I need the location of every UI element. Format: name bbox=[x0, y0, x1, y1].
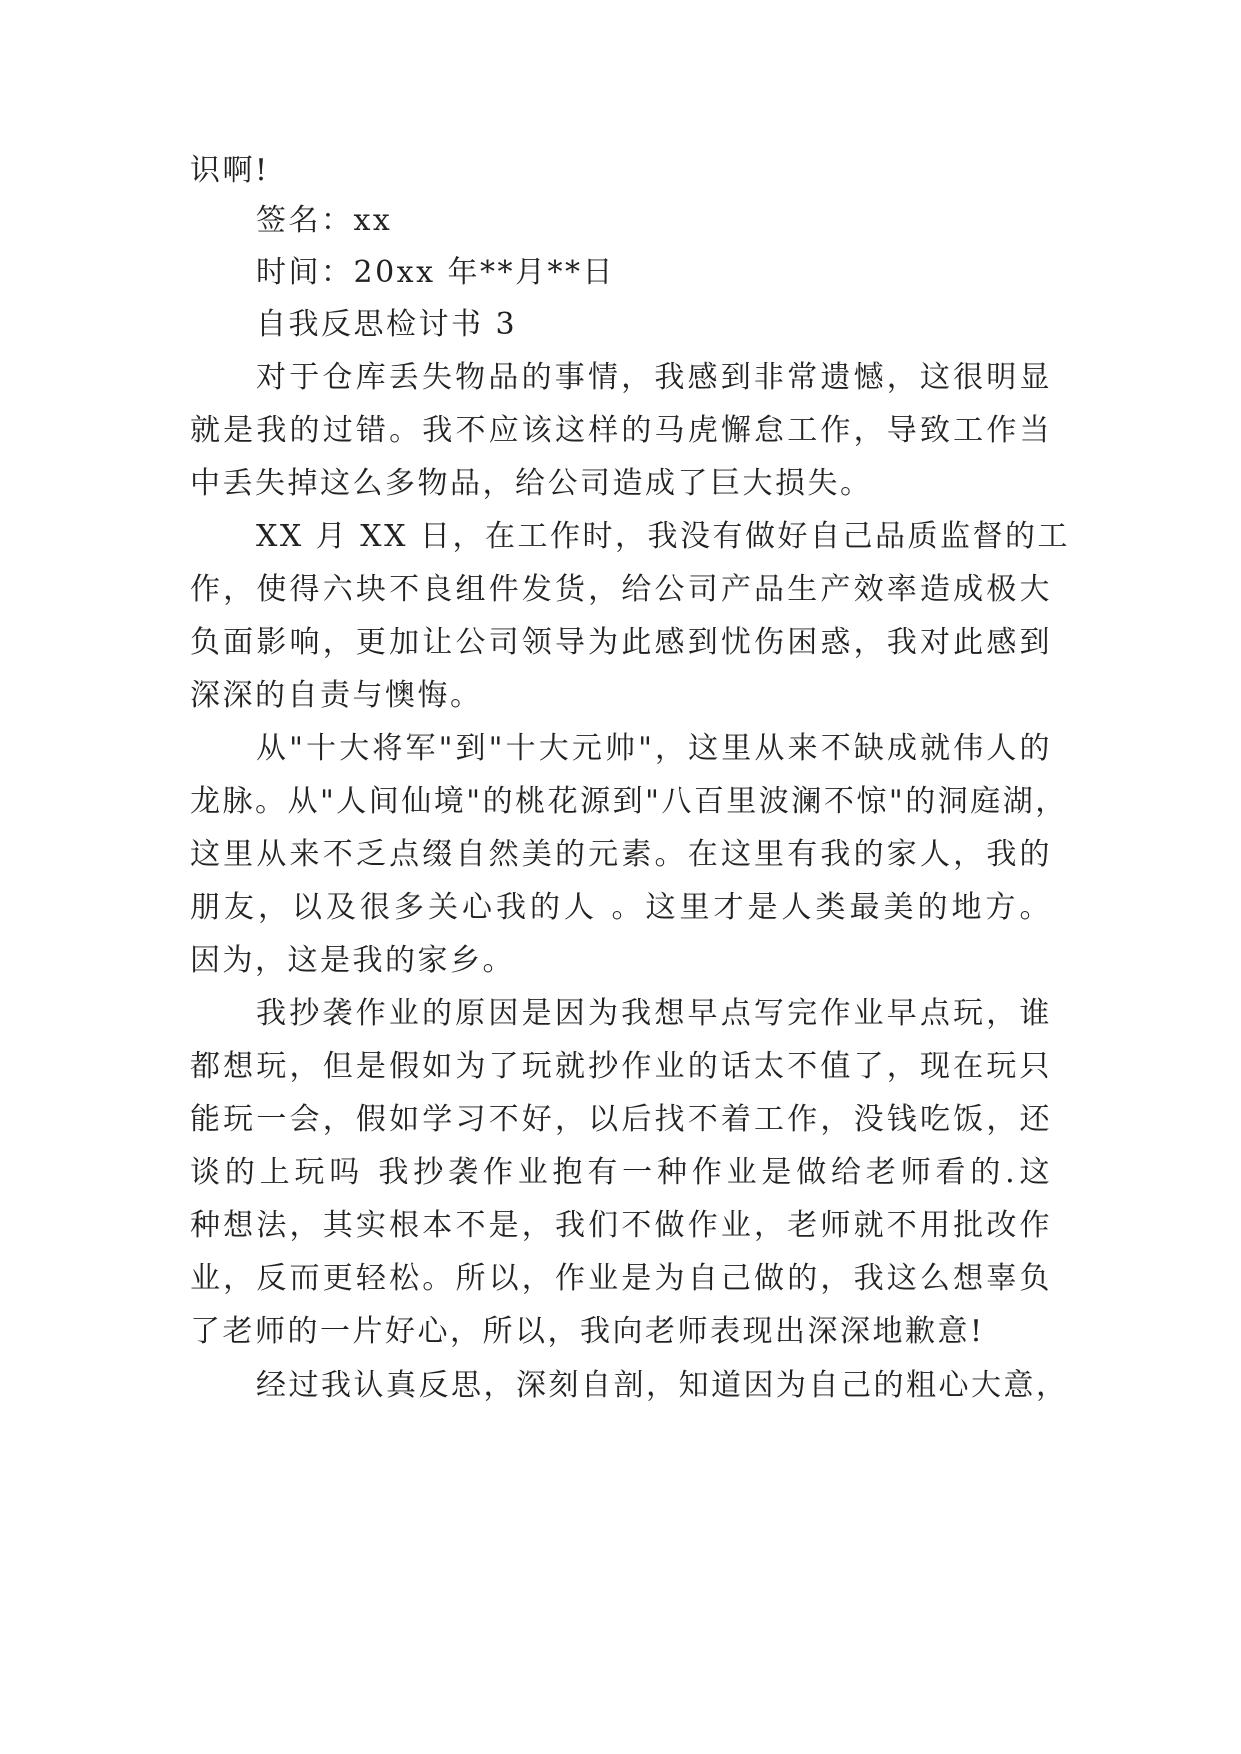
section-title: 自我反思检讨书 3 bbox=[256, 307, 518, 342]
text-line: 从"十大将军"到"十大元帅"，这里从来不缺成就伟人的 bbox=[256, 731, 1052, 766]
text-line: 识啊! bbox=[190, 153, 270, 188]
signature-line: 签名：xx bbox=[256, 203, 393, 238]
text-line: 负面影响，更加让公司领导为此感到忧伤困惑，我对此感到 bbox=[190, 625, 1052, 660]
text-line: 对于仓库丢失物品的事情，我感到非常遗憾，这很明显 bbox=[256, 360, 1052, 395]
text-line: 谈的上玩吗 我抄袭作业抱有一种作业是做给老师看的.这 bbox=[190, 1155, 1052, 1190]
text-line: 中丢失掉这么多物品，给公司造成了巨大损失。 bbox=[190, 466, 873, 501]
text-line: 龙脉。从"人间仙境"的桃花源到"八百里波澜不惊"的洞庭湖， bbox=[190, 784, 1068, 819]
text-line: 因为，这是我的家乡。 bbox=[190, 943, 515, 978]
text-line: 就是我的过错。我不应该这样的马虎懈怠工作，导致工作当 bbox=[190, 413, 1052, 448]
text-line: 都想玩，但是假如为了玩就抄作业的话太不值了，现在玩只 bbox=[190, 1049, 1052, 1084]
text-line: XX 月 XX 日，在工作时，我没有做好自己品质监督的工 bbox=[256, 519, 1071, 554]
text-line: 这里从来不乏点缀自然美的元素。在这里有我的家人，我的 bbox=[190, 837, 1052, 872]
text-line: 我抄袭作业的原因是因为我想早点写完作业早点玩，谁 bbox=[256, 996, 1052, 1031]
date-line: 时间：20xx 年**月**日 bbox=[256, 255, 616, 290]
text-line: 深深的自责与懊悔。 bbox=[190, 678, 483, 713]
text-line: 能玩一会，假如学习不好，以后找不着工作，没钱吃饭，还 bbox=[190, 1102, 1052, 1137]
text-line: 业，反而更轻松。所以，作业是为自己做的，我这么想辜负 bbox=[190, 1261, 1052, 1296]
text-line: 种想法，其实根本不是，我们不做作业，老师就不用批改作 bbox=[190, 1208, 1052, 1243]
text-line: 经过我认真反思，深刻自剖，知道因为自己的粗心大意， bbox=[256, 1368, 1069, 1403]
text-line: 了老师的一片好心，所以，我向老师表现出深深地歉意! bbox=[190, 1314, 985, 1349]
text-line: 朋友，以及很多关心我的人 。这里才是人类最美的地方。 bbox=[190, 890, 1052, 925]
text-line: 作，使得六块不良组件发货，给公司产品生产效率造成极大 bbox=[190, 572, 1052, 607]
